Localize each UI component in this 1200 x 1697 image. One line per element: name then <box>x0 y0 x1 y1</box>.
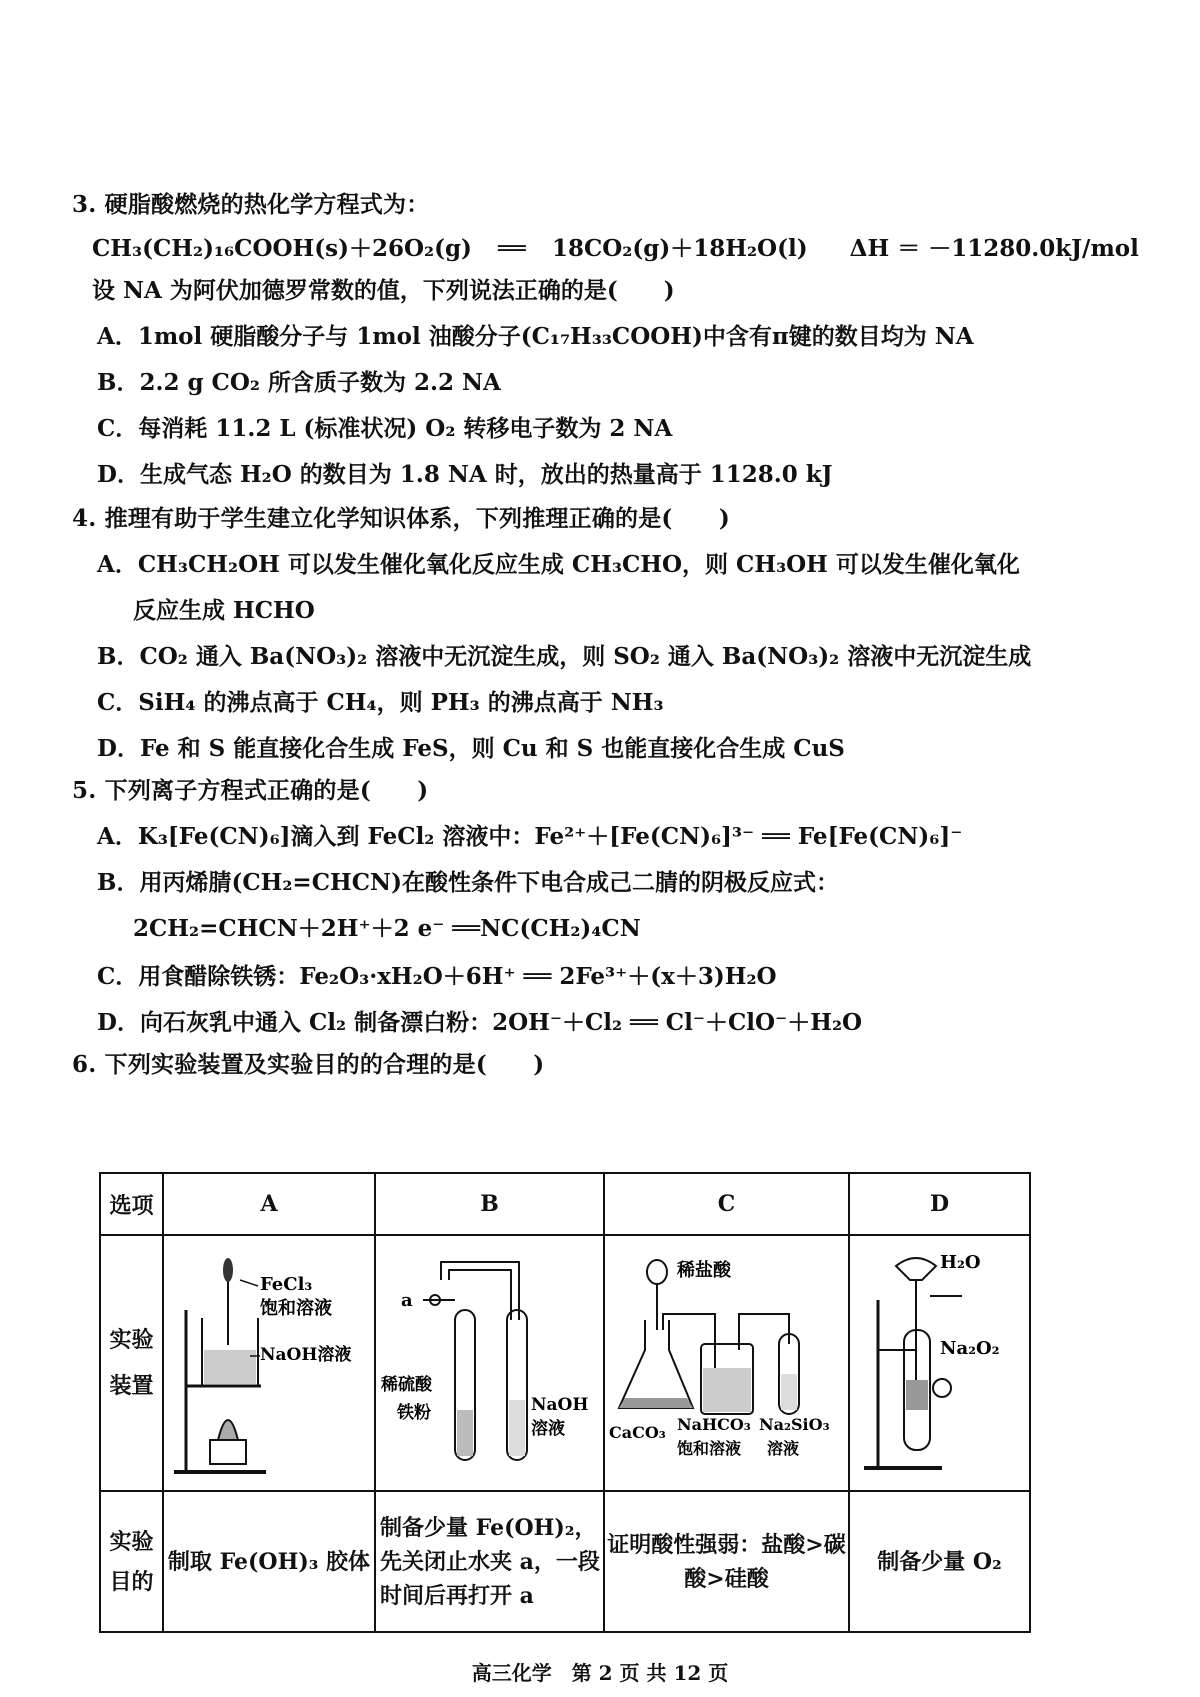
q5-option-d: D．向石灰乳中通入 Cl₂ 制备漂白粉：2OH⁻＋Cl₂ ══ Cl⁻＋ClO⁻＋H₂O <box>97 1009 863 1036</box>
q4-option-a: A．CH₃CH₂OH 可以发生催化氧化反应生成 CH₃CHO，则 CH₃OH 可以发生催化氧化 <box>97 551 1020 578</box>
label-naoh: NaOH <box>530 1395 588 1415</box>
equals-sign: ══ <box>498 235 526 262</box>
q3-equation-lhs: CH₃(CH₂)₁₆COOH(s)＋26O₂(g) <box>92 235 472 262</box>
label-nahco3: NaHCO₃ <box>677 1415 751 1434</box>
q3-equation-rhs: 18CO₂(g)＋18H₂O(l) <box>551 235 808 262</box>
label-fecl3: FeCl₃ <box>260 1274 313 1295</box>
q5-option-b-cont: 2CH₂=CHCN＋2H⁺＋2 e⁻ ══NC(CH₂)₄CN <box>133 915 641 942</box>
q6-stem: 6. 下列实验装置及实验目的的合理的是( ) <box>72 1051 545 1078</box>
label-solution-c: 溶液 <box>767 1439 800 1458</box>
q6-purpose-label <box>100 1491 163 1632</box>
apparatus-d-diagram <box>852 1240 1028 1480</box>
q4-option-a-cont: 反应生成 HCHO <box>133 597 315 624</box>
q3-question: 设 NA 为阿伏加德罗常数的值，下列说法正确的是( ) <box>92 277 675 304</box>
q6-apparatus-d <box>849 1235 1030 1491</box>
q4-option-c: C．SiH₄ 的沸点高于 CH₄，则 PH₃ 的沸点高于 NH₃ <box>97 689 664 716</box>
label-caco3: CaCO₃ <box>609 1423 666 1442</box>
label-naoh-solution: NaOH溶液 <box>260 1345 352 1365</box>
q6-header-row <box>100 1173 1030 1235</box>
label-clip-a: a <box>400 1290 413 1311</box>
q6-purpose-label-text: 实验目的 <box>109 1528 154 1595</box>
q5-stem: 5. 下列离子方程式正确的是( ) <box>72 777 429 804</box>
q3-option-d: D．生成气态 H₂O 的数目为 1.8 NA 时，放出的热量高于 1128.0 kJ <box>97 461 833 488</box>
q6-purpose-row <box>100 1491 1030 1632</box>
q3-delta-h: ΔH ＝ －11280.0kJ/mol <box>849 235 1139 262</box>
label-dilute-hcl: 稀盐酸 <box>677 1260 731 1281</box>
q6-purpose-d: 制备少量 O₂ <box>849 1491 1030 1632</box>
label-saturated-solution: 饱和溶液 <box>677 1439 742 1458</box>
page-footer: 高三化学 第 2 页 共 12 页 <box>471 1661 729 1685</box>
q3-stem: 3. 硬脂酸燃烧的热化学方程式为： <box>72 191 430 218</box>
q6-apparatus-a <box>163 1235 375 1491</box>
q6-purpose-b: 制备少量 Fe(OH)₂，先关闭止水夹 a，一段时间后再打开 a <box>375 1491 604 1632</box>
q4-option-d: D．Fe 和 S 能直接化合生成 FeS，则 Cu 和 S 也能直接化合生成 CuS <box>97 735 845 762</box>
q6-apparatus-label <box>100 1235 163 1491</box>
q3-equation <box>92 230 1139 263</box>
q3-option-a: A．1mol 硬脂酸分子与 1mol 油酸分子(C₁₇H₃₃COOH)中含有π键的数目均为 NA <box>97 323 974 350</box>
q6-purpose-c: 证明酸性强弱：盐酸>碳酸>硅酸 <box>604 1491 849 1632</box>
q6-apparatus-row <box>100 1235 1030 1491</box>
label-saturated: 饱和溶液 <box>260 1298 332 1319</box>
q6-table <box>99 1172 1031 1633</box>
q6-header-b: B <box>375 1173 604 1235</box>
q4-stem: 4. 推理有助于学生建立化学知识体系，下列推理正确的是( ) <box>72 505 730 532</box>
apparatus-c-diagram <box>607 1240 847 1480</box>
q6-apparatus-label-text: 实验装置 <box>109 1327 154 1399</box>
apparatus-a-diagram <box>166 1240 372 1480</box>
q6-header-c: C <box>604 1173 849 1235</box>
q6-apparatus-b <box>375 1235 604 1491</box>
q4-option-b: B．CO₂ 通入 Ba(NO₃)₂ 溶液中无沉淀生成，则 SO₂ 通入 Ba(NO₃)₂ 溶液中无沉淀生成 <box>97 643 1032 670</box>
q3-option-c: C．每消耗 11.2 L (标准状况) O₂ 转移电子数为 2 NA <box>97 415 673 442</box>
q6-header-a: A <box>163 1173 375 1235</box>
label-solution: 溶液 <box>530 1419 565 1439</box>
label-h2o: H₂O <box>940 1252 981 1273</box>
label-na2sio3: Na₂SiO₃ <box>759 1415 830 1434</box>
apparatus-b-diagram <box>379 1240 601 1480</box>
q5-option-c: C．用食醋除铁锈：Fe₂O₃·xH₂O＋6H⁺ ══ 2Fe³⁺＋(x＋3)H₂O <box>97 963 777 990</box>
q5-option-b: B．用丙烯腈(CH₂=CHCN)在酸性条件下电合成己二腈的阴极反应式： <box>97 869 839 896</box>
q3-option-b: B．2.2 g CO₂ 所含质子数为 2.2 NA <box>97 369 501 396</box>
q6-header-option: 选项 <box>100 1173 163 1235</box>
label-dilute-h2so4: 稀硫酸 <box>380 1375 432 1395</box>
label-iron-powder: 铁粉 <box>396 1403 431 1423</box>
q5-option-a: A．K₃[Fe(CN)₆]滴入到 FeCl₂ 溶液中：Fe²⁺＋[Fe(CN)₆]³⁻ ══ Fe[Fe(CN)₆]⁻ <box>97 823 963 850</box>
q6-header-d: D <box>849 1173 1030 1235</box>
q6-apparatus-c <box>604 1235 849 1491</box>
q6-purpose-a: 制取 Fe(OH)₃ 胶体 <box>163 1491 375 1632</box>
label-na2o2: Na₂O₂ <box>940 1338 1000 1359</box>
